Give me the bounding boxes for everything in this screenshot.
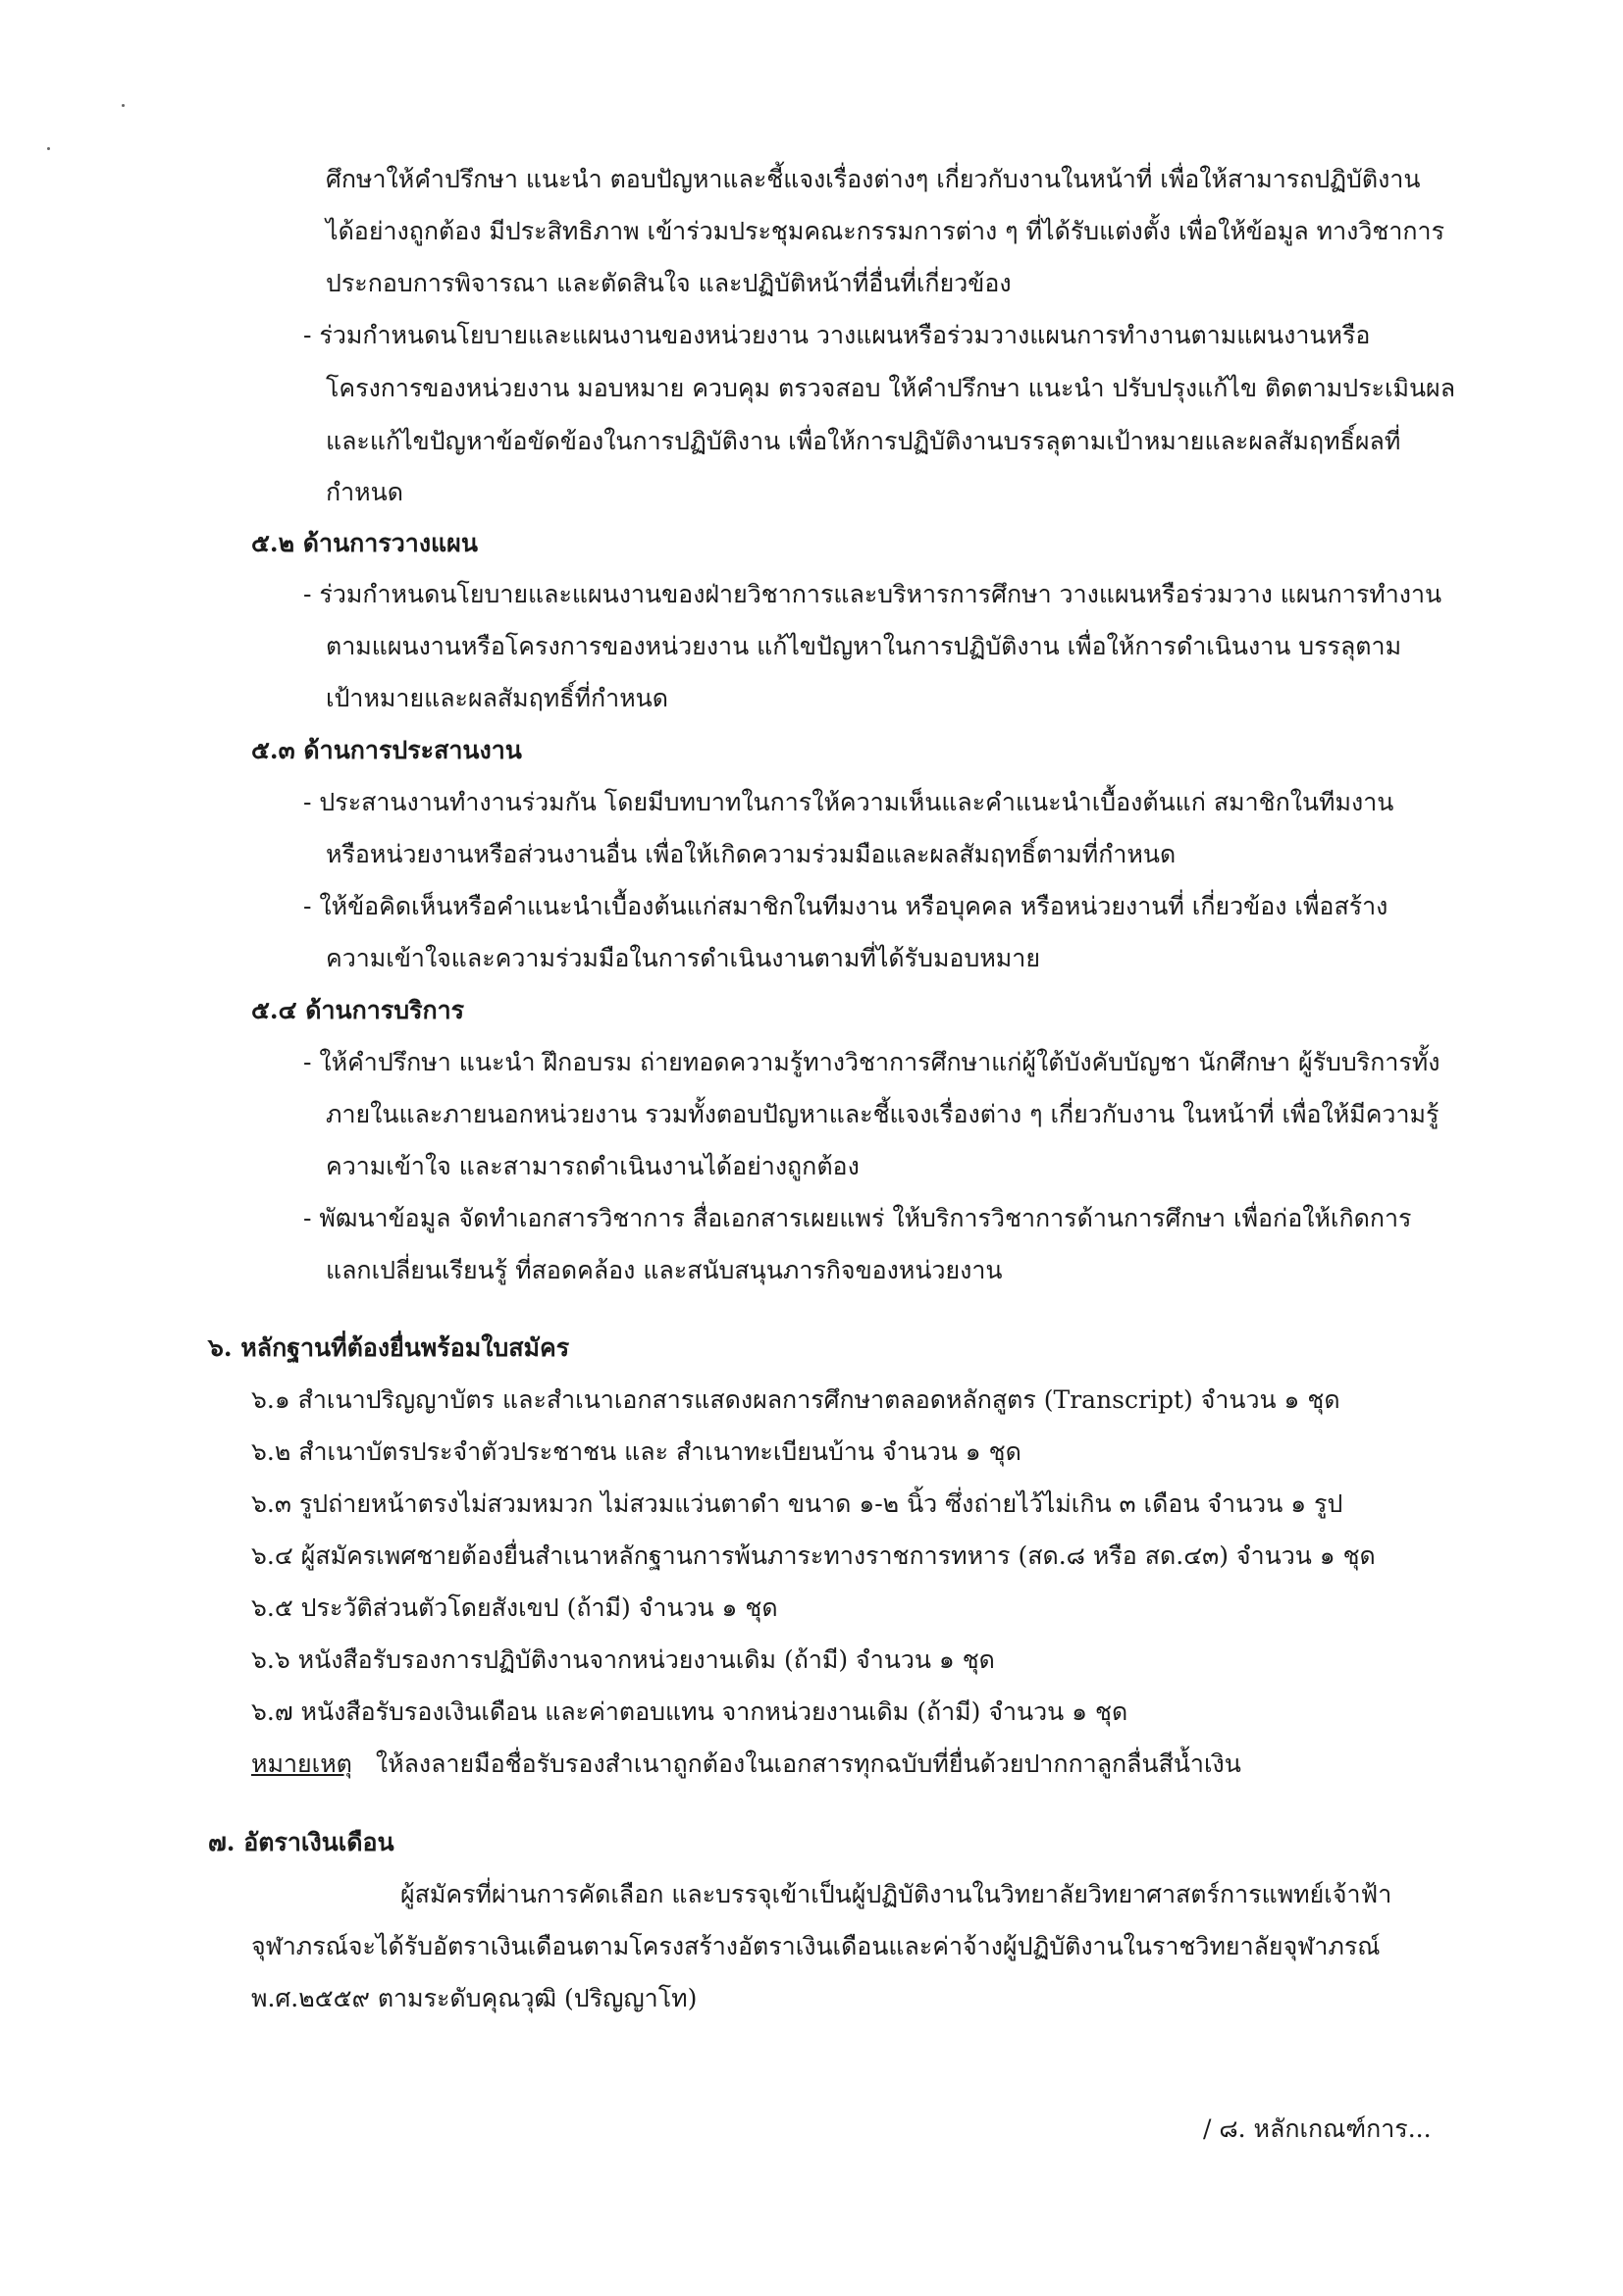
note-label: หมายเหตุ bbox=[251, 1749, 352, 1778]
bullet-line: - พัฒนาข้อมูล จัดทำเอกสารวิชาการ สื่อเอกสารเผยแพร่ ให้บริการวิชาการด้านการศึกษา เพื่อก่อให้เกิดการ bbox=[303, 1204, 1412, 1232]
bullet-line: - ร่วมกำหนดนโยบายและแผนงานของหน่วยงาน วางแผนหรือร่วมวางแผนการทำงานตามแผนงานหรือ bbox=[303, 321, 1371, 349]
list-item: ๖.๓ รูปถ่ายหน้าตรงไม่สวมหมวก ไม่สวมแว่นตาดำ ขนาด ๑-๒ นิ้ว ซึ่งถ่ายไว้ไม่เกิน ๓ เดือน จำนวน ๑ รูป bbox=[251, 1489, 1343, 1518]
list-item: ๖.๒ สำเนาบัตรประจำตัวประชาชน และ สำเนาทะเบียนบ้าน จำนวน ๑ ชุด bbox=[251, 1437, 1021, 1466]
paragraph-line: ผู้สมัครที่ผ่านการคัดเลือก และบรรจุเข้าเป็นผู้ปฏิบัติงานในวิทยาลัยวิทยาศาสตร์การแพทย์เจ้าฟ้า bbox=[400, 1880, 1392, 1908]
paragraph-line: พ.ศ.๒๕๕๙ ตามระดับคุณวุฒิ (ปริญญาโท) bbox=[251, 1984, 698, 2012]
note-line bbox=[251, 1745, 1241, 1784]
list-item: ๖.๖ หนังสือรับรองการปฏิบัติงานจากหน่วยงานเดิม (ถ้ามี) จำนวน ๑ ชุด bbox=[251, 1645, 995, 1674]
scan-speck bbox=[122, 104, 125, 107]
section-heading: ๕.๓ ด้านการประสานงาน bbox=[251, 736, 522, 764]
bullet-line: ตามแผนงานหรือโครงการของหน่วยงาน แก้ไขปัญหาในการปฏิบัติงาน เพื่อให้การดำเนินงาน บรรลุตาม bbox=[326, 632, 1402, 660]
section-heading: ๕.๒ ด้านการวางแผน bbox=[251, 529, 478, 557]
list-item: ๖.๔ ผู้สมัครเพศชายต้องยื่นสำเนาหลักฐานการพ้นภาระทางราชการทหาร (สด.๘ หรือ สด.๔๓) จำนวน ๑ ชุด bbox=[251, 1541, 1376, 1570]
section-heading: ๖. หลักฐานที่ต้องยื่นพร้อมใบสมัคร bbox=[208, 1333, 570, 1362]
paragraph-line: ศึกษาให้คำปรึกษา แนะนำ ตอบปัญหาและชี้แจงเรื่องต่างๆ เกี่ยวกับงานในหน้าที่ เพื่อให้สามารถปฏิบัติงาน bbox=[326, 165, 1421, 193]
bullet-line: กำหนด bbox=[326, 478, 403, 506]
list-item: ๖.๕ ประวัติส่วนตัวโดยสังเขป (ถ้ามี) จำนวน ๑ ชุด bbox=[251, 1593, 778, 1622]
bullet-line: และแก้ไขปัญหาข้อขัดข้องในการปฏิบัติงาน เพื่อให้การปฏิบัติงานบรรลุตามเป้าหมายและผลสัมฤทธิ์ผลที่ bbox=[326, 427, 1401, 455]
note-text: ให้ลงลายมือชื่อรับรองสำเนาถูกต้องในเอกสารทุกฉบับที่ยื่นด้วยปากกาลูกลื่นสีน้ำเงิน bbox=[375, 1749, 1241, 1778]
list-item: ๖.๑ สำเนาปริญญาบัตร และสำเนาเอกสารแสดงผลการศึกษาตลอดหลักสูตร (Transcript) จำนวน ๑ ชุด bbox=[251, 1385, 1340, 1414]
list-item: ๖.๗ หนังสือรับรองเงินเดือน และค่าตอบแทน จากหน่วยงานเดิม (ถ้ามี) จำนวน ๑ ชุด bbox=[251, 1697, 1128, 1726]
paragraph-line: ประกอบการพิจารณา และตัดสินใจ และปฏิบัติหน้าที่อื่นที่เกี่ยวข้อง bbox=[326, 269, 1012, 297]
bullet-line: แลกเปลี่ยนเรียนรู้ ที่สอดคล้อง และสนับสนุนภารกิจของหน่วยงาน bbox=[326, 1256, 1003, 1284]
bullet-line: ความเข้าใจและความร่วมมือในการดำเนินงานตามที่ได้รับมอบหมาย bbox=[326, 944, 1040, 972]
bullet-line: หรือหน่วยงานหรือส่วนงานอื่น เพื่อให้เกิดความร่วมมือและผลสัมฤทธิ์ตามที่กำหนด bbox=[326, 840, 1177, 868]
bullet-line: โครงการของหน่วยงาน มอบหมาย ควบคุม ตรวจสอบ ให้คำปรึกษา แนะนำ ปรับปรุงแก้ไข ติดตามประเมินผล bbox=[326, 374, 1456, 402]
section-heading: ๕.๔ ด้านการบริการ bbox=[251, 996, 465, 1024]
bullet-line: - ร่วมกำหนดนโยบายและแผนงานของฝ่ายวิชาการและบริหารการศึกษา วางแผนหรือร่วมวาง แผนการทำงาน bbox=[303, 580, 1442, 608]
bullet-line: ภายในและภายนอกหน่วยงาน รวมทั้งตอบปัญหาและชี้แจงเรื่องต่าง ๆ เกี่ยวกับงาน ในหน้าที่ เพื่อให้มีความรู้ bbox=[326, 1100, 1440, 1128]
paragraph-line: จุฬาภรณ์จะได้รับอัตราเงินเดือนตามโครงสร้างอัตราเงินเดือนและค่าจ้างผู้ปฏิบัติงานในราชวิทยาลัยจุฬาภรณ์ bbox=[251, 1932, 1381, 1960]
section-heading: ๗. อัตราเงินเดือน bbox=[208, 1828, 394, 1856]
scan-speck bbox=[47, 147, 50, 150]
bullet-line: เป้าหมายและผลสัมฤทธิ์ที่กำหนด bbox=[326, 684, 668, 712]
bullet-line: - ให้คำปรึกษา แนะนำ ฝึกอบรม ถ่ายทอดความรู้ทางวิชาการศึกษาแก่ผู้ใต้บังคับบัญชา นักศึกษา ผู้รับบริการทั้ง bbox=[303, 1048, 1440, 1076]
bullet-line: ความเข้าใจ และสามารถดำเนินงานได้อย่างถูกต้อง bbox=[326, 1152, 860, 1180]
bullet-line: - ให้ข้อคิดเห็นหรือคำแนะนำเบื้องต้นแก่สมาชิกในทีมงาน หรือบุคคล หรือหน่วยงานที่ เกี่ยวข้อง เพื่อสร้าง bbox=[303, 892, 1388, 920]
bullet-line: - ประสานงานทำงานร่วมกัน โดยมีบทบาทในการให้ความเห็นและคำแนะนำเบื้องต้นแก่ สมาชิกในทีมงาน bbox=[303, 788, 1394, 816]
continuation-marker: / ๘. หลักเกณฑ์การ... bbox=[1203, 2114, 1432, 2143]
paragraph-line: ได้อย่างถูกต้อง มีประสิทธิภาพ เข้าร่วมประชุมคณะกรรมการต่าง ๆ ที่ได้รับแต่งตั้ง เพื่อให้ข้อมูล ทางวิชาการ bbox=[326, 217, 1445, 245]
